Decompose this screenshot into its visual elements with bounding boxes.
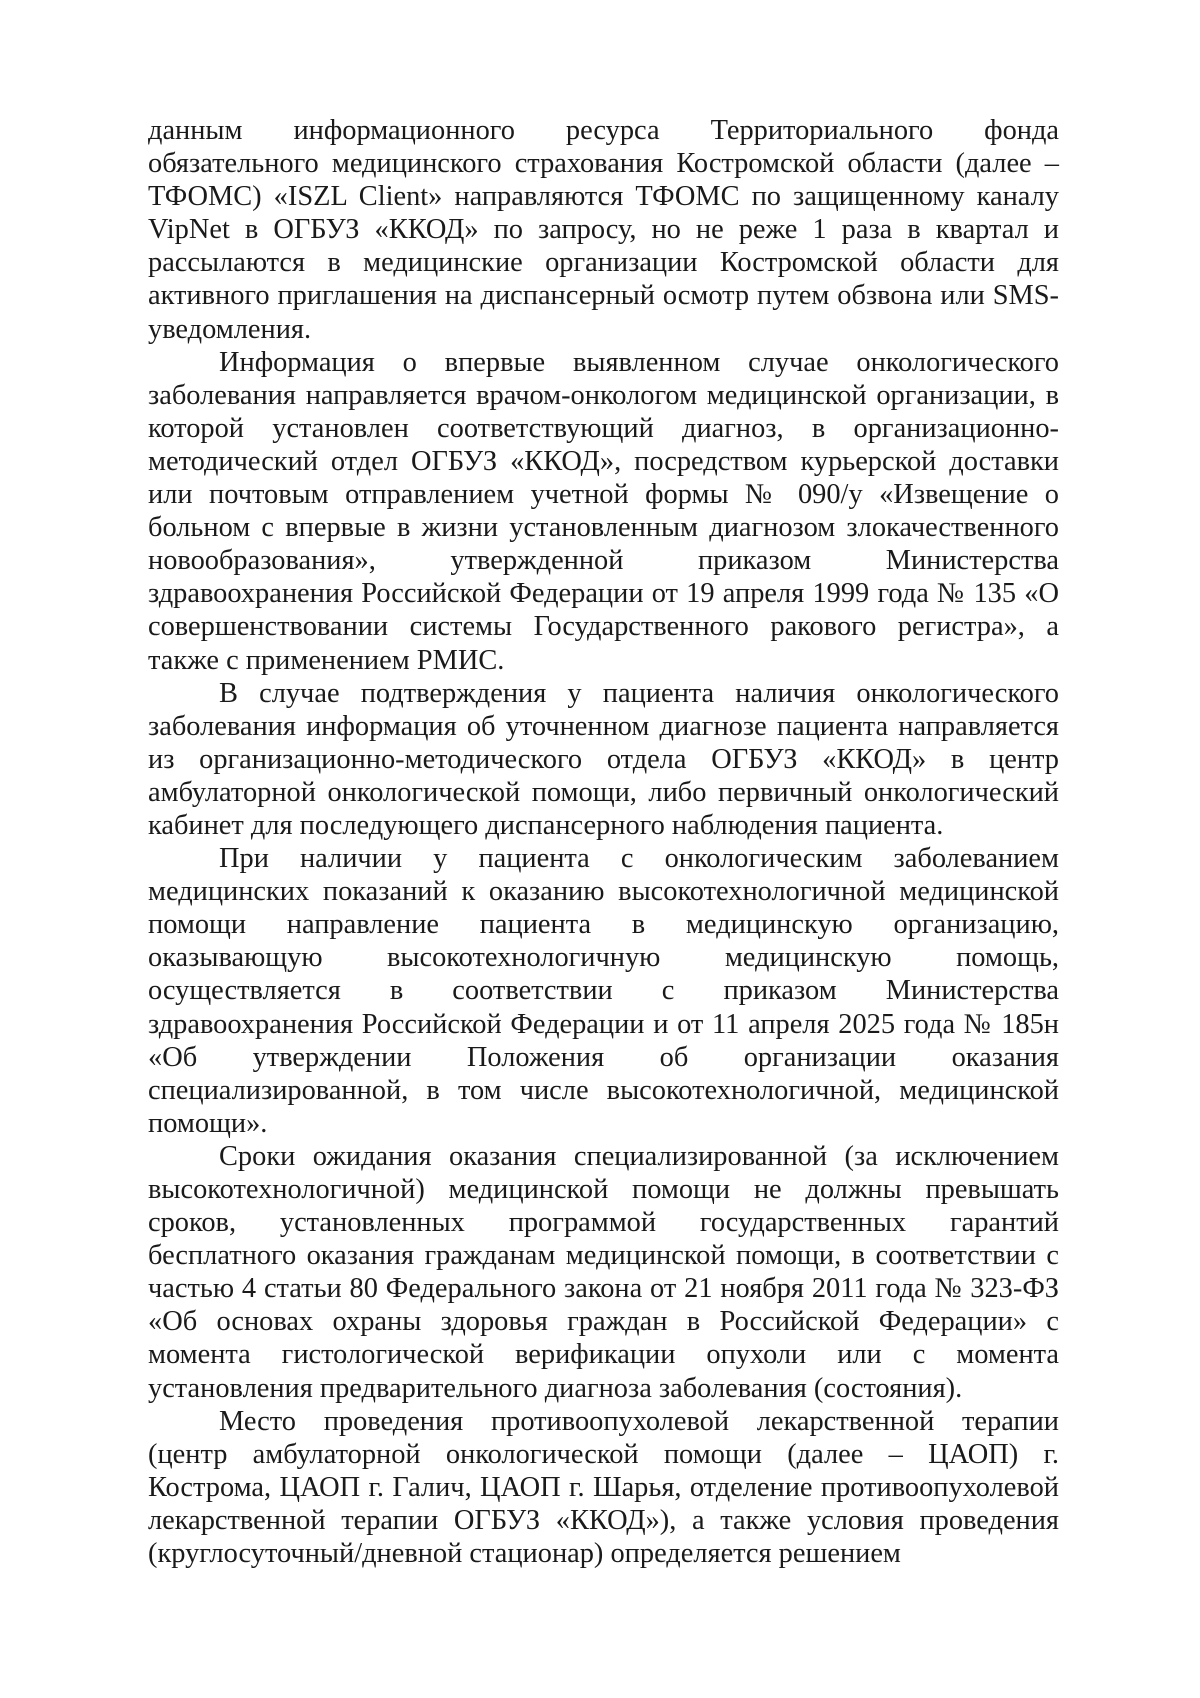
paragraph-continuation: данным информационного ресурса Территориального фонда обязательного медицинского страхования Костромской области (далее – ТФОМС) «ISZL Client» направляются ТФОМС по защищенному каналу VipNet в ОГБУЗ «ККОД» по запросу, но не реже 1 раза в квартал и рассылаются в медицинские организации Костромской области для активного приглашения на диспансерный осмотр путем обзвона или SMS-уведомления. bbox=[148, 115, 1059, 345]
paragraph-cancer-notification: Информация о впервые выявленном случае онкологического заболевания направляется врачом-онкологом медицинской организации, в которой установлен соответствующий диагноз, в организационно-методический отдел ОГБУЗ «ККОД», посредством курьерской доставки или почтовым отправлением учетной формы № 090/у «Извещение о больном с впервые в жизни установленным диагнозом злокачественного новообразования», утвержденной приказом Министерства здравоохранения Российской Федерации от 19 апреля 1999 года № 135 «О совершенствовании системы Государственного ракового регистра», а также с применением РМИС. bbox=[148, 346, 1059, 676]
paragraph-waiting-times: Сроки ожидания оказания специализированной (за исключением высокотехнологичной) медицинской помощи не должны превышать сроков, установленных программой государственных гарантий бесплатного оказания гражданам медицинской помощи, в соответствии с частью 4 статьи 80 Федерального закона от 21 ноября 2011 года № 323-ФЗ «Об основах охраны здоровья граждан в Российской Федерации» с момента гистологической верификации опухоли или с момента установления предварительного диагноза заболевания (состояния). bbox=[148, 1140, 1059, 1404]
document-page bbox=[148, 114, 1059, 1570]
paragraph-therapy-location: Место проведения противоопухолевой лекарственной терапии (центр амбулаторной онкологической помощи (далее – ЦАОП) г. Кострома, ЦАОП г. Галич, ЦАОП г. Шарья, отделение противоопухолевой лекарственной терапии ОГБУЗ «ККОД»), а также условия проведения (круглосуточный/дневной стационар) определяется решением bbox=[148, 1405, 1059, 1570]
paragraph-high-tech-care: При наличии у пациента с онкологическим заболеванием медицинских показаний к оказанию высокотехнологичной медицинской помощи направление пациента в медицинскую организацию, оказывающую высокотехнологичную медицинскую помощь, осуществляется в соответствии с приказом Министерства здравоохранения Российской Федерации и от 11 апреля 2025 года № 185н «Об утверждении Положения об организации оказания специализированной, в том числе высокотехнологичной, медицинской помощи». bbox=[148, 843, 1059, 1139]
paragraph-diagnosis-confirmation: В случае подтверждения у пациента наличия онкологического заболевания информация об уточненном диагнозе пациента направляется из организационно-методического отдела ОГБУЗ «ККОД» в центр амбулаторной онкологической помощи, либо первичный онкологический кабинет для последующего диспансерного наблюдения пациента. bbox=[148, 677, 1059, 841]
